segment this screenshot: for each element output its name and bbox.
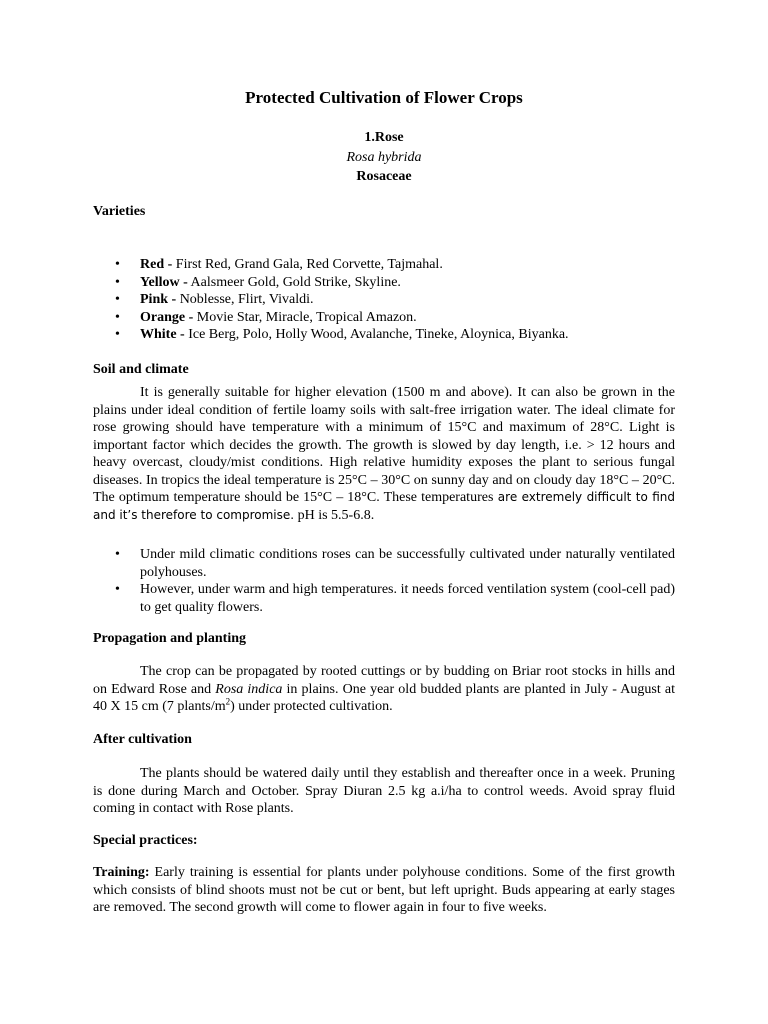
varieties-heading: Varieties xyxy=(93,204,146,219)
soil-climate-paragraph xyxy=(93,384,675,524)
training-paragraph xyxy=(93,864,675,917)
varieties-list xyxy=(93,256,675,344)
propagation-italic: Rosa indica xyxy=(215,681,283,697)
propagation-heading: Propagation and planting xyxy=(93,631,247,646)
training-text: Early training is essential for plants under polyhouse conditions. Some of the first growth which consists of blind shoots must not be cut or bent, but left upright. Buds appearing at early stages are removed. The second growth will come to flower again in four to five weeks. xyxy=(93,865,675,915)
variety-color: Pink - xyxy=(140,292,177,307)
propagation-text: in plains. One year old budded plants are planted in July - August at 40 X 15 cm (7 plants/m xyxy=(93,681,675,714)
variety-item-orange xyxy=(93,309,675,327)
crop-scientific-name: Rosa hybrida xyxy=(346,150,422,165)
variety-item-red xyxy=(93,256,675,274)
soil-climate-heading: Soil and climate xyxy=(93,362,189,377)
soil-bullet-item: • However, under warm and high temperatures. it needs forced ventilation system (cool-cell pad) to get quality flowers. xyxy=(93,581,675,616)
propagation-text: ) under protected cultivation. xyxy=(230,699,393,714)
document-title: Protected Cultivation of Flower Crops xyxy=(245,88,523,107)
soil-bullet-item: • Under mild climatic conditions roses can be successfully cultivated under naturally ventilated polyhouses. xyxy=(93,546,675,581)
soil-text-end: pH is 5.5-6.8. xyxy=(294,507,375,523)
variety-color: Yellow - xyxy=(140,274,188,290)
soil-text-main: It is generally suitable for higher elevation (1500 m and above). It can also be grown in the plains under ideal condition of fertile loamy soils with salt-free irrigation water. The ideal climate for rose growing should have temperature with a minimum of 15°C and maximum of 28°C. Light is important factor which decides the growth. The growth is slowed by day length, i.e. > 12 hours and heavy overcast, cloudy/mist conditions. High relative humidity exposes the plant to serious fungal diseases. In tropics the ideal temperature is 25°C – 30°C on sunny day and on cloudy day 18°C – 20°C. The optimum temperature should be 15°C – 18°C. These temperatures xyxy=(93,385,675,505)
crop-number-name: 1.Rose xyxy=(364,130,404,145)
after-cultivation-heading: After cultivation xyxy=(93,732,192,747)
soil-bullets xyxy=(93,546,675,616)
special-practices-heading: Special practices: xyxy=(93,833,198,848)
propagation-text: The crop can be propagated by rooted cuttings or by budding on Briar root stocks in hills and on Edward Rose and xyxy=(93,664,675,697)
propagation-superscript: 2 xyxy=(225,696,231,707)
after-cultivation-paragraph: The plants should be watered daily until they establish and thereafter once in a week. Pruning is done during March and October. Spray Diuran 2.5 kg a.i/ha to control weeds. Avoid spray fluid coming in contact with Rose plants. xyxy=(93,766,675,816)
crop-family: Rosaceae xyxy=(356,169,412,184)
variety-item-yellow xyxy=(93,274,675,292)
variety-item-pink xyxy=(93,291,675,309)
variety-color: Orange - xyxy=(140,309,194,325)
variety-item-white xyxy=(93,326,675,344)
training-label: Training: xyxy=(93,865,150,880)
variety-names: First Red, Grand Gala, Red Corvette, Tajmahal. xyxy=(172,257,443,272)
variety-color: Red - xyxy=(140,257,173,272)
variety-color: White - xyxy=(140,327,185,342)
variety-names: Movie Star, Miracle, Tropical Amazon. xyxy=(193,309,417,325)
variety-names: Aalsmeer Gold, Gold Strike, Skyline. xyxy=(187,274,401,290)
variety-names: Noblesse, Flirt, Vivaldi. xyxy=(176,292,314,307)
variety-names: Ice Berg, Polo, Holly Wood, Avalanche, Tineke, Aloynica, Biyanka. xyxy=(184,327,569,342)
propagation-paragraph xyxy=(93,663,675,716)
soil-text-sans: are extremely difficult to find and it’s therefore to compromise. xyxy=(93,490,676,522)
